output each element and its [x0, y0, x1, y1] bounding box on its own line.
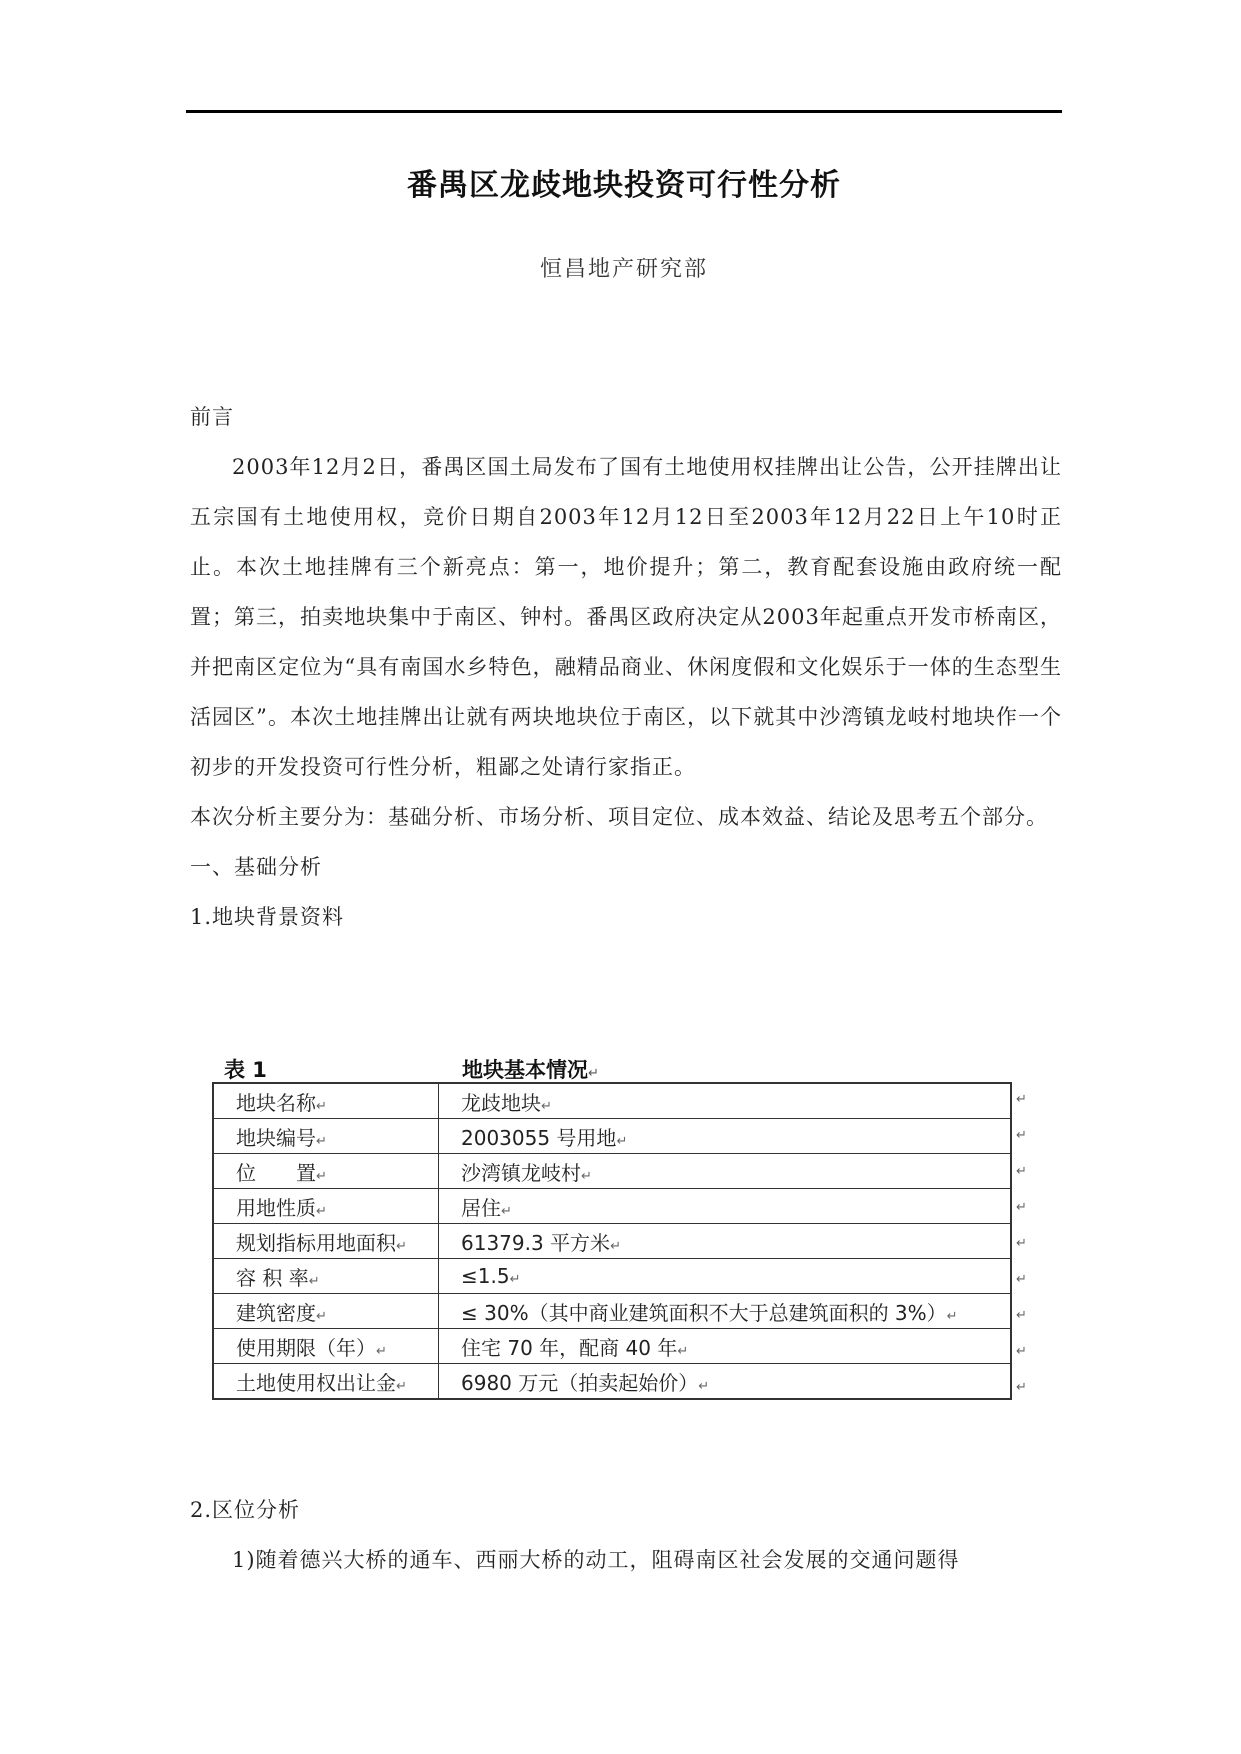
paragraph-mark-icon: ↵: [698, 1378, 710, 1394]
table-cell-value-text: 住宅 70 年，配商 40 年: [461, 1335, 678, 1360]
subsection-heading-location: 2.区位分析: [190, 1498, 301, 1522]
paragraph-mark-icon: ↵: [376, 1343, 387, 1359]
row-end-mark-icon: ↵: [1016, 1128, 1027, 1143]
intro-paragraph: 2003年12月2日，番禺区国土局发布了国有土地使用权挂牌出让公告，公开挂牌出让五宗国有土地使用权，竞价日期自2003年12月12日至2003年12月22日上午10时正止。本次土地挂牌有三个新亮点：第一，地价提升；第二，教育配套设施由政府统一配置；第三，拍卖地块集中于南区、钟村。番禺区政府决定从2003年起重点开发市桥南区，并把南区定位为“具有南国水乡特色，融精品商业、休闲度假和文化娱乐于一体的生态型生活园区”。本次土地挂牌出让就有两块地块位于南区，以下就其中沙湾镇龙岐村地块作一个初步的开发投资可行性分析，粗鄙之处请行家指正。: [190, 455, 1062, 779]
table-cell-key-text: 容 积 率: [236, 1265, 309, 1290]
row-end-mark-icon: ↵: [1016, 1164, 1027, 1179]
paragraph-mark-icon: ↵: [396, 1238, 407, 1254]
table-cell-value-text: 居住: [461, 1195, 501, 1220]
paragraph-mark-icon: ↵: [610, 1238, 621, 1254]
table-cell-key-text: 规划指标用地面积: [236, 1230, 396, 1255]
header-rule: [186, 110, 1062, 113]
table-cell-key: [213, 1119, 439, 1154]
document-title: 番禺区龙歧地块投资可行性分析: [407, 168, 841, 203]
table-cell-value: [439, 1329, 1012, 1364]
row-end-mark-icon: ↵: [1016, 1200, 1027, 1215]
location-item-1: 1)随着德兴大桥的通车、西丽大桥的动工，阻碍南区社会发展的交通问题得: [232, 1548, 960, 1572]
table-row: [213, 1119, 1011, 1154]
subsection-heading-land-background: 1.地块背景资料: [190, 905, 345, 929]
table-title-text: 地块基本情况: [462, 1058, 588, 1082]
paragraph-mark-icon: ↵: [677, 1343, 689, 1359]
intro-heading: 前言: [190, 405, 234, 429]
table-cell-value: [439, 1224, 1012, 1259]
table-row: [213, 1329, 1011, 1364]
paragraph-mark-icon: ↵: [581, 1168, 592, 1184]
table-cell-value: [439, 1294, 1012, 1329]
table-caption: [212, 1050, 1032, 1082]
paragraph-mark-icon: ↵: [501, 1203, 512, 1219]
paragraph-mark-icon: ↵: [509, 1272, 521, 1287]
table-cell-value-text: 61379.3 平方米: [461, 1230, 611, 1255]
table-row: [213, 1294, 1011, 1329]
document-body-continued: [190, 1485, 1062, 1585]
table-row: [213, 1189, 1011, 1224]
table-cell-value-text: 2003055 号用地: [461, 1125, 617, 1150]
table-cell-key-text: 土地使用权出让金: [236, 1370, 396, 1395]
table-cell-key: [213, 1364, 439, 1400]
table-cell-value: [439, 1083, 1012, 1119]
table-cell-value-text: 6980 万元（拍卖起始价）: [461, 1370, 699, 1395]
land-info-table-block: [212, 1050, 1032, 1400]
section-heading-basic-analysis: 一、基础分析: [190, 855, 322, 879]
document-body: [190, 392, 1062, 942]
table-cell-key-text: 地块编号: [236, 1125, 316, 1150]
table-cell-value: [439, 1189, 1012, 1224]
document-author: 恒昌地产研究部: [539, 257, 708, 282]
paragraph-mark-icon: ↵: [946, 1308, 958, 1324]
paragraph-mark-icon: ↵: [316, 1133, 327, 1149]
table-title: [462, 1054, 599, 1084]
paragraph-mark-icon: ↵: [316, 1168, 327, 1184]
paragraph-mark-icon: ↵: [316, 1098, 327, 1114]
table-cell-value: [439, 1259, 1012, 1294]
table-cell-key: [213, 1259, 439, 1294]
table-cell-value-text: ≤1.5: [461, 1264, 510, 1288]
row-end-mark-icon: ↵: [1016, 1344, 1027, 1359]
paragraph-mark-icon: ↵: [396, 1378, 407, 1394]
table-cell-key: [213, 1189, 439, 1224]
table-row: [213, 1154, 1011, 1189]
table-row: [213, 1224, 1011, 1259]
table-cell-key: [213, 1224, 439, 1259]
table-row: [213, 1083, 1011, 1119]
table-cell-value-text: ≤ 30%（其中商业建筑面积不大于总建筑面积的 3%）: [461, 1300, 947, 1325]
row-end-mark-icon: ↵: [1016, 1308, 1027, 1323]
table-cell-value: [439, 1154, 1012, 1189]
table-cell-value: [439, 1119, 1012, 1154]
paragraph-mark-icon: ↵: [308, 1273, 320, 1289]
row-end-mark-icon: ↵: [1016, 1380, 1027, 1395]
row-end-mark-icon: ↵: [1016, 1272, 1027, 1287]
analysis-overview-paragraph: 本次分析主要分为：基础分析、市场分析、项目定位、成本效益、结论及思考五个部分。: [190, 805, 1048, 829]
table-cell-key-text: 位 置: [236, 1160, 316, 1185]
land-info-table: [212, 1082, 1012, 1400]
table-cell-key: [213, 1083, 439, 1119]
paragraph-mark-icon: ↵: [316, 1308, 327, 1324]
table-number: 表 1: [224, 1058, 267, 1082]
row-end-marks: [1016, 1082, 1032, 1406]
table-cell-key: [213, 1329, 439, 1364]
table-cell-key-text: 使用期限（年）: [236, 1335, 376, 1360]
paragraph-mark-icon: ↵: [316, 1203, 327, 1219]
table-row: [213, 1259, 1011, 1294]
table-cell-key-text: 地块名称: [236, 1090, 316, 1115]
table-cell-key: [213, 1154, 439, 1189]
table-cell-key-text: 建筑密度: [236, 1300, 316, 1325]
paragraph-mark-icon: ↵: [588, 1066, 599, 1081]
row-end-mark-icon: ↵: [1016, 1092, 1027, 1107]
table-row: [213, 1364, 1011, 1400]
table-cell-value: [439, 1364, 1012, 1400]
paragraph-mark-icon: ↵: [541, 1098, 552, 1114]
table-cell-key-text: 用地性质: [236, 1195, 316, 1220]
table-cell-value-text: 沙湾镇龙岐村: [461, 1160, 581, 1185]
table-cell-value-text: 龙歧地块: [461, 1090, 541, 1115]
table-cell-key: [213, 1294, 439, 1329]
row-end-mark-icon: ↵: [1016, 1236, 1027, 1251]
paragraph-mark-icon: ↵: [616, 1133, 628, 1149]
